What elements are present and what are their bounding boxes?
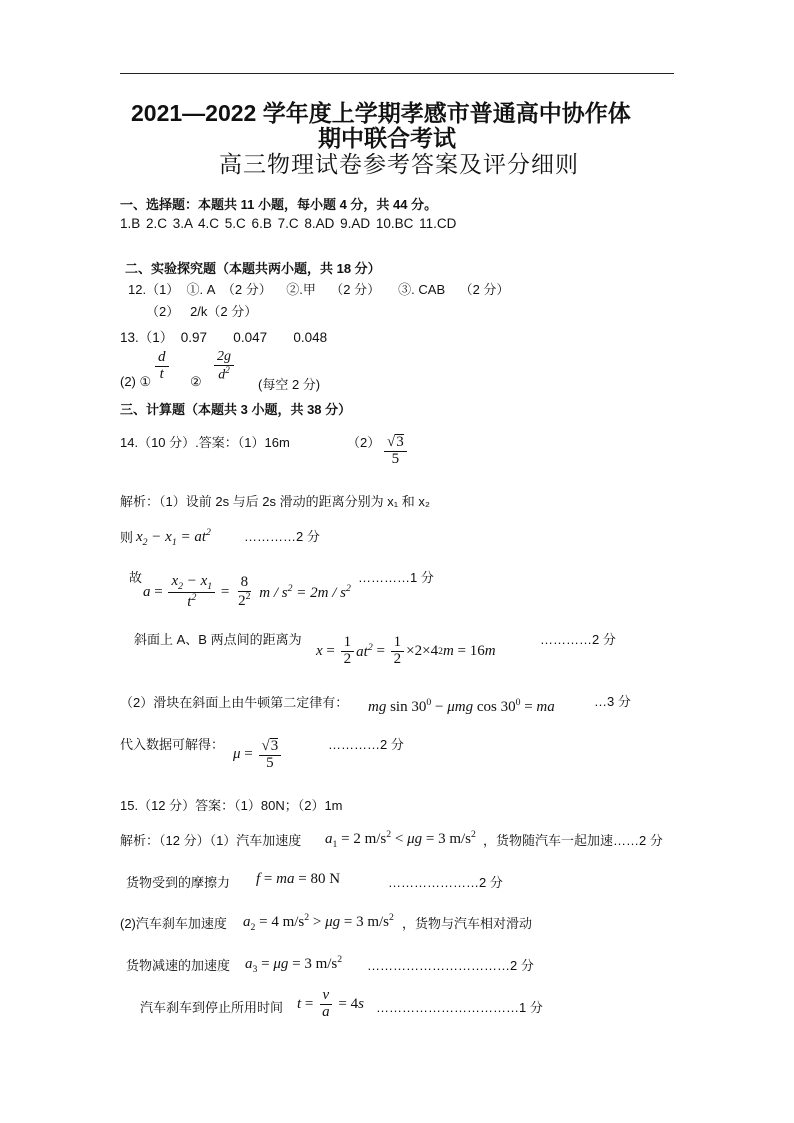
q15-friction-label: 货物受到的摩擦力 xyxy=(126,875,231,890)
q15-stop-label: 汽车刹车到停止所用时间 xyxy=(140,1000,284,1015)
q14-part2-label: （2） xyxy=(347,435,381,450)
eq-acceleration: a = $\frac{x_2 - x_1}{t^2}$ = $\frac{8}{2^2}$ $m / s^2 = 2m / s^2$ xyxy=(143,573,351,611)
eq-x2-minus-x1: $x_2 - x_1 = at^2$ xyxy=(136,527,211,548)
q14-score-3: …3 分 xyxy=(594,694,631,709)
title-line-3: 高三物理试卷参考答案及评分细则 xyxy=(219,152,579,178)
eq-a1: $a_1 = 2$ $m/s^2 < \mu g = 3$ $m/s^2$ xyxy=(325,829,476,850)
q14-distance-label: 斜面上 A、B 两点间的距离为 xyxy=(134,632,302,647)
q12-line2: （2） 2/k（2 分） xyxy=(146,304,258,319)
q12-line1: 12.（1） ①. A （2 分） ②.甲 （2 分） ③. CAB （2 分） xyxy=(128,282,510,297)
eq-newton: mg $\sin 30^0 - \mu mg$ $\cos 30^0$ = ma xyxy=(368,697,555,715)
q14-score-2b: …………2 分 xyxy=(540,632,616,647)
q14-score-1: …………1 分 xyxy=(358,570,434,585)
eq-mu: μ = $\frac{√3}{5}$ xyxy=(233,738,283,772)
title-line-1: 2021—2022 学年度上学期孝感市普通高中协作体 xyxy=(131,100,631,126)
q14-answer-line: 14.（10 分）.答案：（1）16m xyxy=(120,435,290,450)
fraction-d-over-t: $\frac{d}{t}$ xyxy=(155,350,169,383)
eq-a2: $a_2 = 4$ $m/s^2 > \mu g = 3$ $m/s^2$ xyxy=(243,912,394,933)
q14-substitute-label: 代入数据可解得： xyxy=(120,737,225,752)
q13-line1: 13.（1） 0.97 0.047 0.048 xyxy=(120,330,328,345)
title-line-2: 期中联合考试 xyxy=(318,125,456,151)
q13-circle-2: ② xyxy=(190,374,202,389)
q15-decel-score: ……………………………2 分 xyxy=(367,958,534,973)
eq-stop-time: t = $\frac{v}{a}$ = 4 s xyxy=(297,987,364,1020)
q14-so: 故 xyxy=(129,570,143,585)
q14-analysis: 解析：（1）设前 2s 与后 2s 滑动的距离分别为 x₁ 和 x₂ xyxy=(120,494,430,509)
q15-decel-label: 货物减速的加速度 xyxy=(126,958,231,973)
q15-stop-score: ……………………………1 分 xyxy=(376,1000,543,1015)
q15-answer-line: 15.（12 分）答案：（1）80N；（2）1m xyxy=(120,798,343,813)
eq-distance: x = $\frac{1}{2}$ $at^2$ = $\frac{1}{2}$ ×2×4 2 m = 16 m xyxy=(316,634,496,667)
eq-a3: $a_3 = \mu g = 3$ $m/s^2$ xyxy=(245,954,343,975)
q15-brake-suffix: ，货物与汽车相对滑动 xyxy=(402,916,533,931)
fraction-2g-over-d2: $\frac{2g}{d^2}$ xyxy=(214,350,234,383)
q14-score-2a: …………2 分 xyxy=(244,529,320,544)
section2-heading: 二、实验探究题（本题共两小题，共 18 分） xyxy=(125,261,381,276)
header-rule xyxy=(120,73,674,74)
section1-heading: 一、选择题：本题共 11 小题，每小题 4 分，共 44 分。 xyxy=(120,197,438,212)
eq-friction: f = ma = 80 N xyxy=(256,871,341,887)
q14-score-2c: …………2 分 xyxy=(328,737,404,752)
q15-analysis-suffix: ，货物随汽车一起加速……2 分 xyxy=(483,833,663,848)
q13-note: (每空 2 分) xyxy=(258,377,321,392)
section3-heading: 三、计算题（本题共 3 小题，共 38 分） xyxy=(120,402,352,417)
q14-answer-fraction: $\frac{√3}{5}$ xyxy=(384,434,407,468)
q14-newton-label: （2）滑块在斜面上由牛顿第二定律有： xyxy=(120,695,349,710)
q14-then: 则 xyxy=(120,530,134,545)
q15-friction-score: …………………2 分 xyxy=(388,875,503,890)
q15-analysis-prefix: 解析：（12 分）（1）汽车加速度 xyxy=(120,833,302,848)
q13-part2-prefix: (2) ① xyxy=(120,374,152,389)
q15-brake-prefix: (2)汽车刹车加速度 xyxy=(120,916,227,931)
section1-answers: 1.B 2.C 3.A 4.C 5.C 6.B 7.C 8.AD 9.AD 10.BC 11.CD xyxy=(120,216,457,231)
